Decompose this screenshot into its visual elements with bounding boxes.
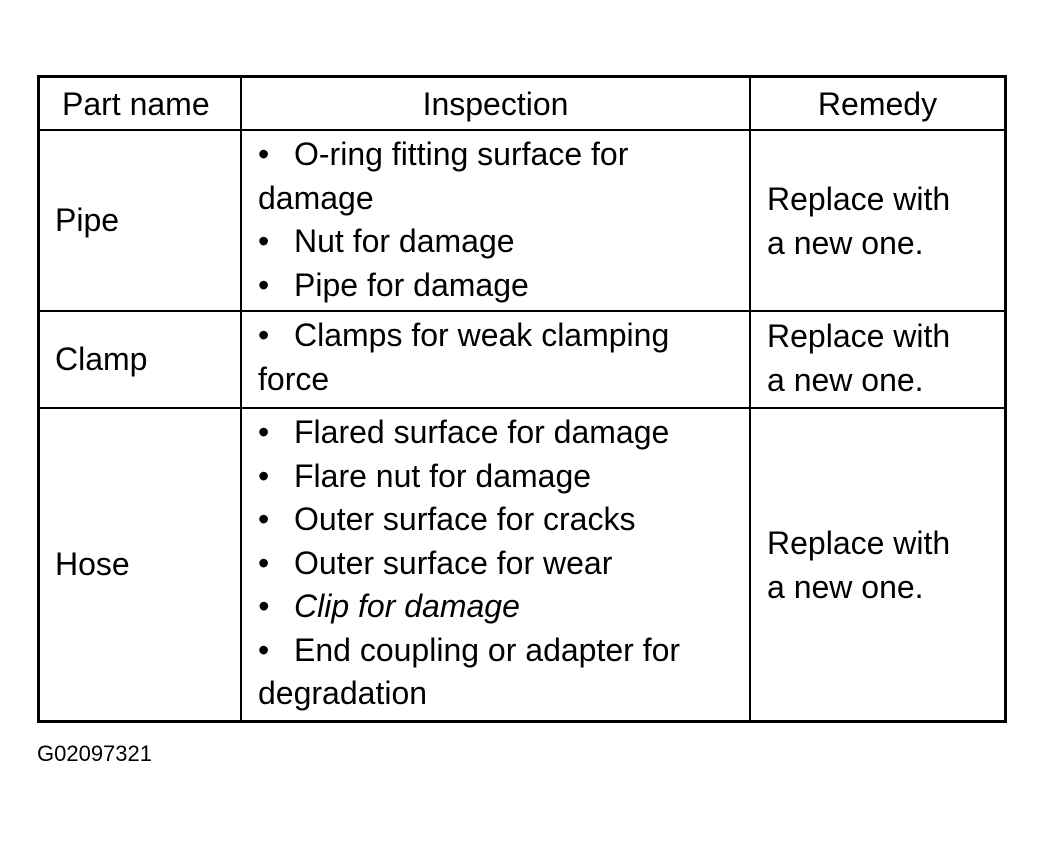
remedy-text: Replace with a new one. <box>767 318 951 398</box>
inspection-cell <box>242 131 751 310</box>
figure-id: G02097321 <box>37 741 152 766</box>
remedy-text: Replace with a new one. <box>767 524 951 605</box>
part-cell <box>40 312 242 407</box>
inspection-item-continued: damage <box>258 179 374 216</box>
bullet-icon: • <box>258 136 270 172</box>
inspection-item: • Nut for damage <box>258 220 749 264</box>
bullet-icon: • <box>258 631 270 668</box>
inspection-item: • Outer surface for cracks <box>258 498 749 542</box>
bullet-icon: • <box>258 414 270 450</box>
header-remedy: Remedy <box>817 86 938 122</box>
inspection-item: • Clip for damage <box>258 585 749 629</box>
inspection-item: • O-ring fitting surface for <box>258 133 749 177</box>
bullet-icon: • <box>258 544 270 581</box>
part-name: Pipe <box>55 202 120 238</box>
table-row <box>40 409 1004 720</box>
inspection-item-continued: force <box>258 360 330 397</box>
header-inspection: Inspection <box>242 78 751 129</box>
bullet-icon: • <box>258 501 270 537</box>
inspection-item: • Flared surface for damage <box>258 411 749 455</box>
table-row <box>40 131 1004 312</box>
remedy-cell <box>751 409 1004 720</box>
part-cell <box>40 131 242 310</box>
inspection-item: • Clamps for weak clamping <box>258 314 749 358</box>
bullet-icon: • <box>258 266 270 303</box>
inspection-item: • Pipe for damage <box>258 264 749 308</box>
part-cell <box>40 409 242 720</box>
inspection-cell <box>242 409 751 720</box>
header-part-name: Part name <box>40 78 242 129</box>
bullet-icon: • <box>258 588 270 624</box>
part-name: Hose <box>55 546 130 582</box>
table-row <box>40 312 1004 409</box>
bullet-icon: • <box>258 223 270 259</box>
inspection-item: • End coupling or adapter for <box>258 629 749 673</box>
remedy-cell <box>751 131 1004 310</box>
remedy-text: Replace with a new one. <box>767 180 951 261</box>
inspection-table <box>37 75 1007 723</box>
bullet-icon: • <box>258 457 270 494</box>
remedy-cell <box>751 312 1004 407</box>
inspection-item: • Flare nut for damage <box>258 455 749 499</box>
part-name: Clamp <box>55 341 148 377</box>
inspection-item: • Outer surface for wear <box>258 542 749 586</box>
bullet-icon: • <box>258 317 270 353</box>
inspection-item-continued: degradation <box>258 675 428 711</box>
table-header-row <box>40 78 1004 131</box>
inspection-cell <box>242 312 751 407</box>
